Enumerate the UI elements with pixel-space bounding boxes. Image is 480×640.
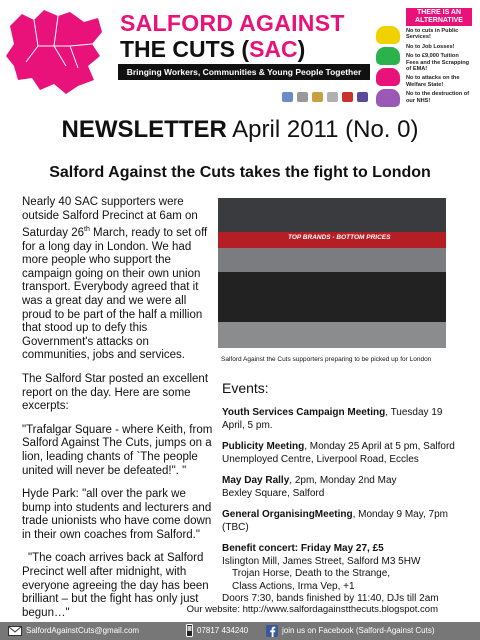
hand-icon	[376, 68, 400, 86]
tagline-banner: Bringing Workers, Communities & Young People Together	[118, 64, 370, 80]
article-paragraph: The Salford Star posted an excellent report on the day. Here are some excerpts:	[22, 372, 209, 413]
footer-email[interactable]: SalfordAgainstCuts@gmail.com	[8, 622, 139, 640]
union-logo	[297, 92, 308, 102]
union-logos	[282, 92, 368, 102]
hand-icon	[376, 47, 400, 65]
photo-caption: Salford Against the Cuts supporters preparing to be picked up for London	[221, 356, 432, 363]
hand-icon	[376, 89, 400, 107]
title-line-2: THE CUTS (SAC)	[120, 36, 306, 62]
hand-icon	[376, 26, 400, 44]
salford-map-icon	[4, 6, 104, 96]
alternative-item: No to cuts in Public Services!	[406, 28, 459, 41]
contact-footer	[0, 622, 480, 640]
alternative-item: No to £9,000 Tuition Fees and the Scrapping of EMA!	[406, 53, 470, 73]
article-paragraph: Nearly 40 SAC supporters were outside Salford Precinct at 6am on Saturday 26th March, ready to set off for a long day in London. We had more people who support the campaign going on their own union transport. Everybody agreed that it was a great day and we were all proud to be part of the half a million that stood up to defy this Government's attacks on communities, jobs and services.	[22, 196, 208, 362]
event-item: Benefit concert: Friday May 27, £5 Islington Mill, James Street, Salford M3 5HW Trojan Horse, Death to the Strange, Class Actions, Irma Vep, +1 Doors 7:30, bands finished by 11:40, DJs till 2am	[222, 543, 439, 604]
event-item: General OrganisingMeeting, Monday 9 May, 7pm (TBC)	[222, 509, 449, 533]
alternative-item: No to the destruction of our NHS!	[406, 91, 470, 104]
alternative-title: THERE IS AN ALTERNATIVE	[406, 8, 472, 26]
alternative-item: No to Job Losses!	[406, 43, 455, 50]
newsletter-title: NEWSLETTER April 2011 (No. 0)	[61, 116, 419, 143]
article-headline: Salford Against the Cuts takes the fight to London	[49, 164, 431, 181]
title-line-1: SALFORD AGAINST	[120, 10, 345, 36]
alternative-item: No to attacks on the Welfare State!	[406, 75, 460, 88]
union-logo	[312, 92, 323, 102]
shop-sign: TOP BRANDS - BOTTOM PRICES	[288, 234, 391, 241]
article-body	[22, 196, 214, 630]
newsletter-header	[0, 0, 480, 118]
alternative-box	[406, 8, 472, 107]
event-item: Youth Services Campaign Meeting, Tuesday 19 April, 5 pm.	[222, 407, 443, 431]
website-link[interactable]: Our website: http://www.salfordagainstthecuts.blogspot.com	[186, 604, 438, 615]
facebook-icon	[266, 625, 278, 637]
article-quote: "The coach arrives back at Salford Precinct well after midnight, with everyone agreeing the day has been brilliant – but the fight has only just begun…"	[22, 552, 209, 619]
events-list	[222, 407, 462, 615]
sac-acronym: SAC	[249, 36, 298, 62]
supporters-photo	[218, 198, 446, 348]
union-logo	[342, 92, 353, 102]
footer-facebook[interactable]: join us on Facebook (Salford-Against Cuts)	[266, 622, 435, 640]
footer-phone[interactable]: 07817 434240	[186, 622, 248, 640]
email-icon	[8, 626, 22, 636]
union-logo	[282, 92, 293, 102]
union-logo	[327, 92, 338, 102]
event-item: Publicity Meeting, Monday 25 April at 5 pm, Salford Unemployed Centre, Liverpool Road, Eccles	[222, 441, 455, 465]
article-quote: "Trafalgar Square - where Keith, from Salford Against The Cuts, jumps on a lion, leading chants of `The people united will never be defeated!". "	[22, 423, 213, 477]
protest-hands	[376, 26, 404, 110]
article-quote: Hyde Park: "all over the park we bump into students and lecturers and trade unionists who have come down in their own coaches from Salford."	[22, 488, 212, 541]
alternative-list	[406, 28, 472, 104]
phone-icon	[186, 624, 193, 637]
union-logo	[357, 92, 368, 102]
event-item: May Day Rally, 2pm, Monday 2nd May Bexley Square, Salford	[222, 475, 397, 499]
events-heading: Events:	[222, 380, 269, 396]
